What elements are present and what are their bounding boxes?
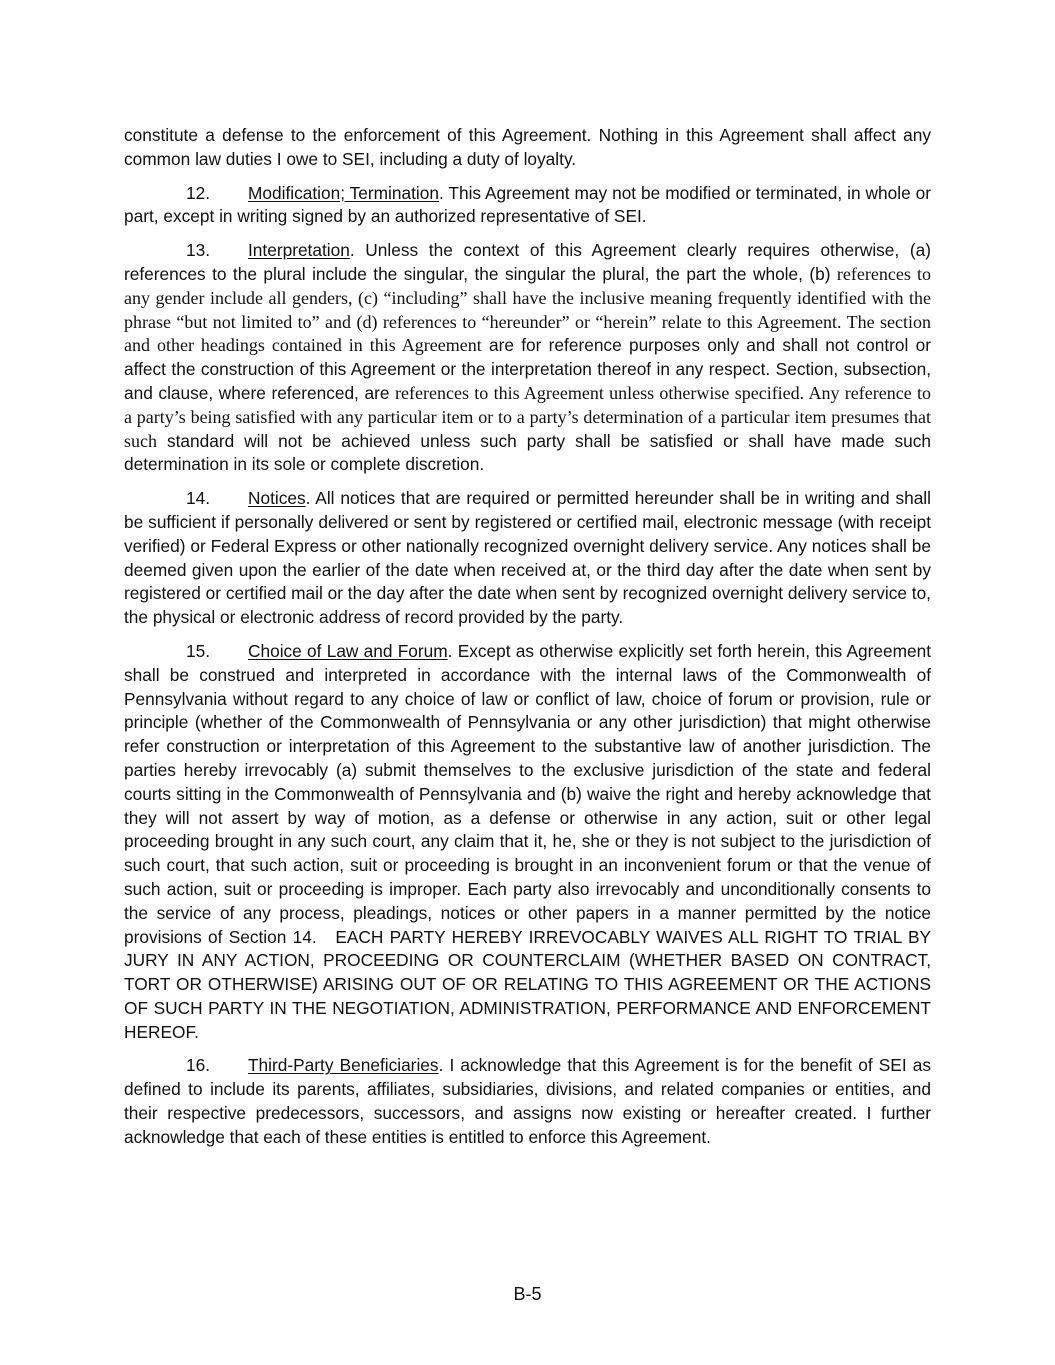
section-16-number: 16. [186, 1055, 211, 1076]
section-16-heading: Third-Party Beneficiaries [248, 1055, 439, 1076]
section-13-body-d: references to this Agreement unless otherwise specified. Any reference to a party’s being satisfied with any particular item or to a party’s determination of a particular item presumes that such [124, 382, 931, 451]
section-13-body-b: references to any gender include all genders, (c) “including” shall have the inclusive meaning frequently identified with the phrase “but not limited to” and (d) references to “hereunder” or “herein” relate to this Agreement. The section and other headings contained in this Agreement [124, 263, 931, 356]
section-13-body-a: . Unless the context of this Agreement clearly requires otherwise, (a) references to the plural include the singular, the singular the plural, the part the whole, (b) [124, 240, 931, 284]
section-13-number: 13. [186, 240, 211, 261]
section-12-body: . This Agreement may not be modified or terminated, in whole or part, except in writing signed by an authorized representative of SEI. [124, 182, 931, 227]
section-15-paragraph [124, 640, 931, 1045]
section-13-paragraph [124, 239, 931, 477]
section-16-body: . I acknowledge that this Agreement is for the benefit of SEI as defined to include its parents, affiliates, subsidiaries, divisions, and related companies or entities, and their respective predecessors, successors, and assigns now existing or hereafter created. I further acknowledge that each of these entities is entitled to enforce this Agreement. [124, 1055, 932, 1147]
section-12-paragraph [124, 182, 931, 230]
section-14-heading: Notices [248, 488, 306, 509]
section-15-heading: Choice of Law and Forum [248, 640, 448, 661]
section-12-heading: Modification; Termination [248, 182, 439, 203]
section-15-body: . Except as otherwise explicitly set forth herein, this Agreement shall be construed and interpreted in accordance with the internal laws of the Commonwealth of Pennsylvania without regard to any choice of law or conflict of law, choice of forum or provision, rule or principle (whether of the Commonwealth of Pennsylvania or any other jurisdiction) that might otherwise refer construction or interpretation of this Agreement to the substantive law of another jurisdiction. The parties hereby irrevocably (a) submit themselves to the exclusive jurisdiction of the state and federal courts sitting in the Commonwealth of Pennsylvania and (b) waive the right and hereby acknowledge that they will not assert by way of motion, as a defense or otherwise in any action, suit or other legal proceeding brought in any such court, any claim that it, he, she or they is not subject to the jurisdiction of such court, that such action, suit or proceeding is brought in an inconvenient forum or that the venue of such action, suit or proceeding is improper. Each party also irrevocably and unconditionally consents to the service of any process, pleadings, notices or other papers in a manner permitted by the notice provisions of Section 14. [124, 640, 931, 947]
intro-text: constitute a defense to the enforcement of this Agreement. Nothing in this Agreement shall affect any common law duties I owe to SEI, including a duty of loyalty. [124, 125, 931, 169]
section-12-number: 12. [186, 182, 211, 203]
page-number: B-5 [513, 1284, 542, 1304]
section-14-paragraph [124, 487, 931, 630]
section-14-body: . All notices that are required or permitted hereunder shall be in writing and shall be sufficient if personally delivered or sent by registered or certified mail, electronic message (with receipt verified) or Federal Express or other nationally recognized overnight delivery service. Any notices shall be deemed given upon the earlier of the date when received at, or the third day after the date when sent by registered or certified mail or the day after the date when sent by recognized overnight delivery service to, the physical or electronic address of record provided by the party. [124, 488, 931, 628]
section-13-body-e: standard will not be achieved unless such party shall be satisfied or shall have made such determination in its sole or complete discretion. [124, 430, 931, 475]
section-16-paragraph [124, 1054, 931, 1149]
section-13-body-c: are for reference purposes only and shall not control or affect the construction of this Agreement or the interpretation thereof in any respect. Section, subsection, and clause, where referenced, are [124, 335, 931, 403]
intro-paragraph [124, 124, 931, 172]
section-15-jury-waiver: EACH PARTY HEREBY IRREVOCABLY WAIVES ALL RIGHT TO TRIAL BY JURY IN ANY ACTION, PROCEEDING OR COUNTERCLAIM (WHETHER BASED ON CONTRACT, TORT OR OTHERWISE) ARISING OUT OF OR RELATING TO THIS AGREEMENT OR THE ACTIONS OF SUCH PARTY IN THE NEGOTIATION, ADMINISTRATION, PERFORMANCE AND ENFORCEMENT HEREOF. [124, 926, 932, 1042]
document-body [124, 124, 931, 1160]
section-13-heading: Interpretation [248, 240, 350, 261]
section-15-number: 15. [186, 640, 211, 661]
section-14-number: 14. [186, 488, 211, 509]
